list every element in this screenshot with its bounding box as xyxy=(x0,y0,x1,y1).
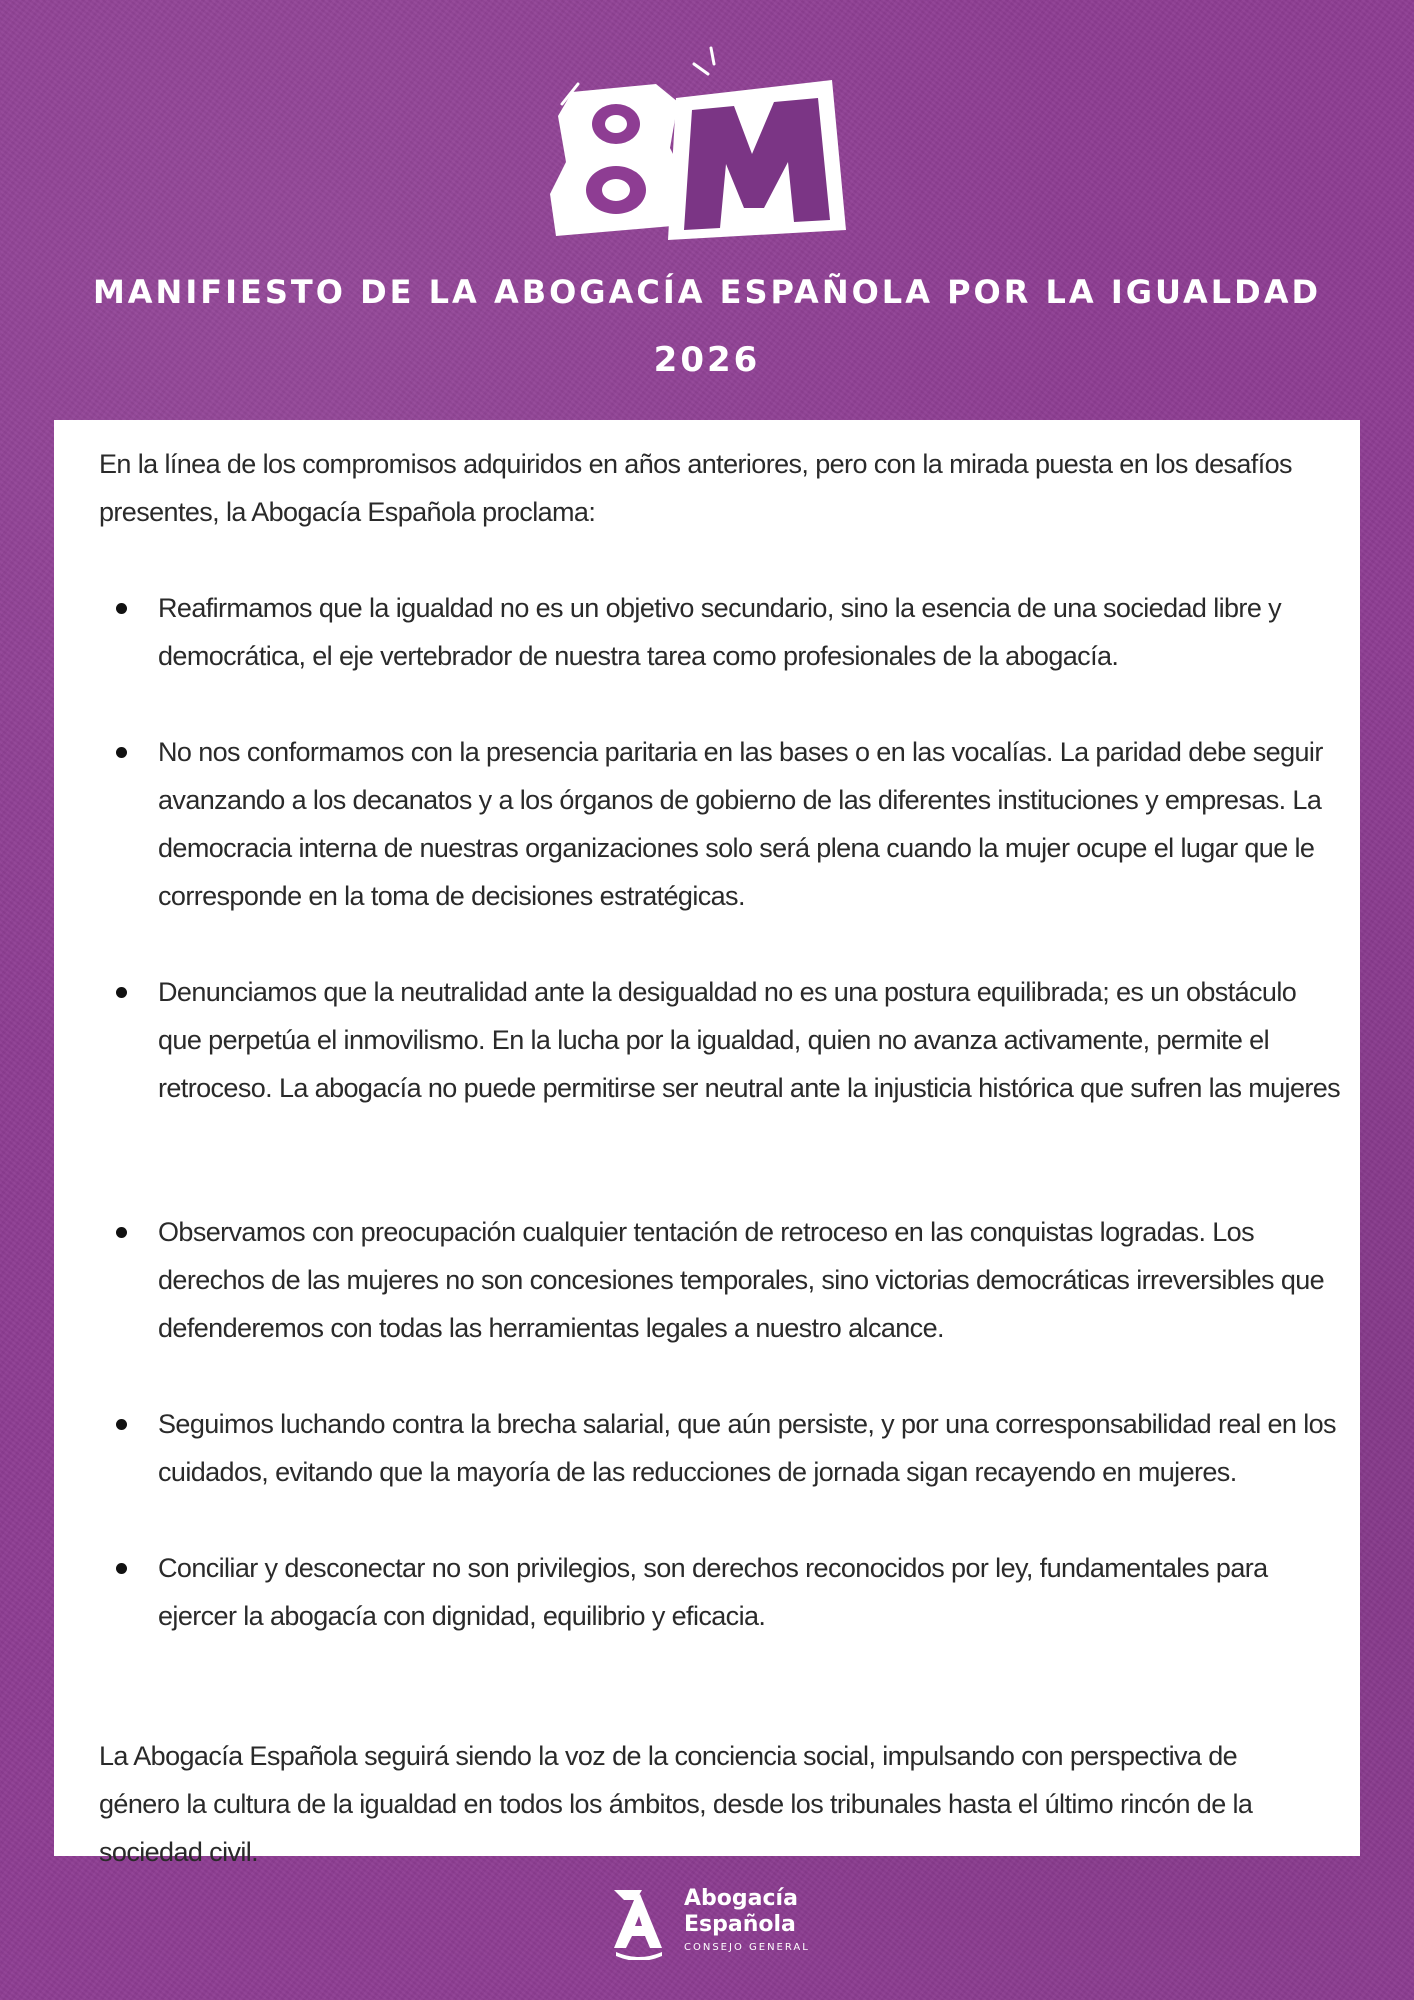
list-item-text: Conciliar y desconectar no son privilegios, son derechos reconocidos por ley, fundamentales para ejercer la abogacía con dignidad, equilibrio y eficacia. xyxy=(158,1553,1268,1631)
manifesto-year: 2026 xyxy=(653,340,761,380)
list-item xyxy=(158,968,1344,1112)
bullet-icon xyxy=(116,1563,127,1574)
logo-m xyxy=(668,80,846,240)
list-item-text: Observamos con preocupación cualquier tentación de retroceso en las conquistas logradas. Los derechos de las mujeres no son concesiones temporales, sino victorias democráticas irreversibles que defenderemos con todas las herramientas legales a nuestro alcance. xyxy=(158,1217,1325,1343)
intro-paragraph: En la línea de los compromisos adquiridos en años anteriores, pero con la mirada puesta en los desafíos presentes, la Abogacía Española proclama: xyxy=(99,449,1292,527)
logo-eight xyxy=(550,84,682,236)
proclamation-list xyxy=(54,420,1360,1720)
8m-logo xyxy=(548,44,848,244)
org-subtitle: CONSEJO GENERAL xyxy=(684,1942,810,1953)
closing-paragraph: La Abogacía Española seguirá siendo la voz de la conciencia social, impulsando con perspectiva de género la cultura de la igualdad en todos los ámbitos, desde los tribunales hasta el último rincón de la sociedad civil. xyxy=(99,1741,1253,1867)
bullet-icon xyxy=(116,1227,127,1238)
list-item xyxy=(158,1544,1344,1640)
abogacia-mark-icon xyxy=(612,1886,666,1960)
bullet-icon xyxy=(116,1419,127,1430)
bullet-icon xyxy=(116,603,127,614)
manifesto-title: MANIFIESTO DE LA ABOGACÍA ESPAÑOLA POR LA IGUALDAD xyxy=(92,273,1322,311)
abogacia-espanola-logo xyxy=(612,1884,812,1964)
list-item-text: Reafirmamos que la igualdad no es un objetivo secundario, sino la esencia de una sociedad libre y democrática, el eje vertebrador de nuestra tarea como profesionales de la abogacía. xyxy=(158,593,1282,671)
bullet-icon xyxy=(116,987,127,998)
list-item xyxy=(158,1400,1344,1496)
org-name xyxy=(684,1886,798,1938)
list-item xyxy=(158,1208,1344,1352)
list-item-text: Seguimos luchando contra la brecha salarial, que aún persiste, y por una corresponsabilidad real en los cuidados, evitando que la mayoría de las reducciones de jornada sigan recayendo en mujeres. xyxy=(158,1409,1336,1487)
bullet-icon xyxy=(116,747,127,758)
list-item xyxy=(158,728,1344,920)
org-name-line2: Española xyxy=(684,1912,796,1937)
list-item-text: No nos conformamos con la presencia paritaria en las bases o en las vocalías. La paridad debe seguir avanzando a los decanatos y a los órganos de gobierno de las diferentes instituciones y empresas. La democracia interna de nuestras organizaciones solo será plena cuando la mujer ocupe el lugar que le corresponde en la toma de decisiones estratégicas. xyxy=(158,737,1323,911)
list-item xyxy=(158,584,1344,680)
manifesto-card xyxy=(54,420,1360,1867)
org-name-line1: Abogacía xyxy=(684,1886,798,1911)
list-item-text: Denunciamos que la neutralidad ante la desigualdad no es una postura equilibrada; es un obstáculo que perpetúa el inmovilismo. En la lucha por la igualdad, quien no avanza activamente, permite el retroceso. La abogacía no puede permitirse ser neutral ante la injusticia histórica que sufren las mujeres xyxy=(158,977,1341,1103)
